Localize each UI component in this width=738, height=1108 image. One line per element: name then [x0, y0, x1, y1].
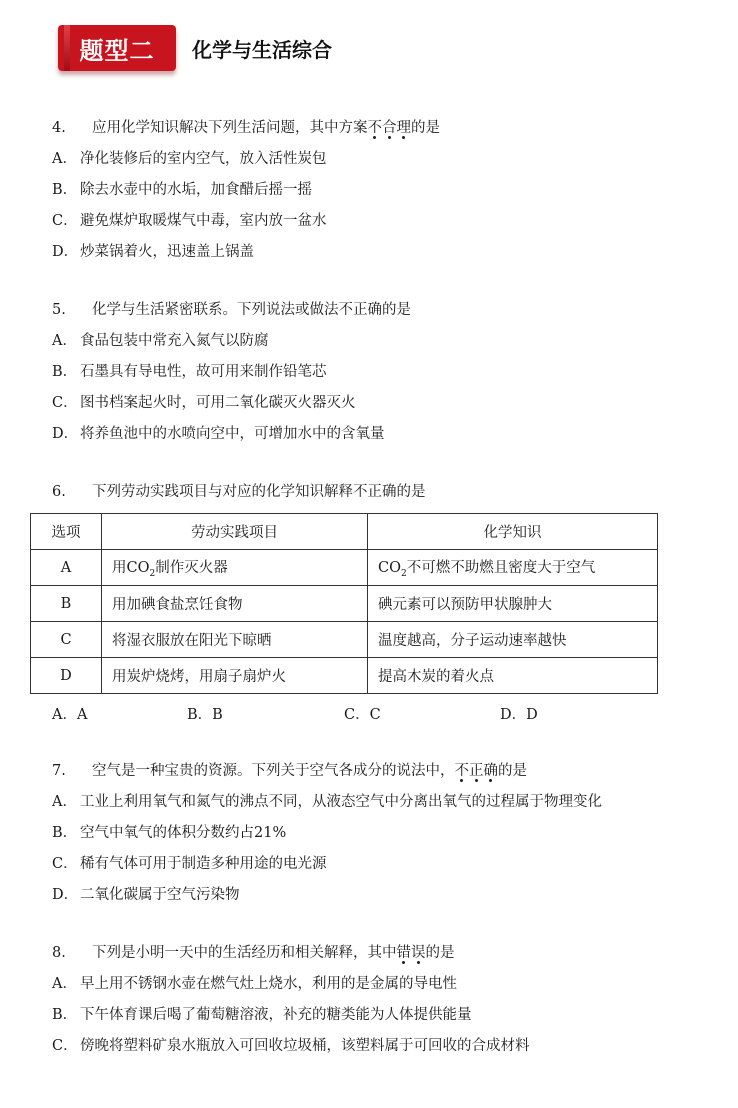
- option-letter: C．: [52, 856, 78, 872]
- option-text: 避免煤炉取暖煤气中毒，室内放一盆水: [80, 213, 327, 229]
- row-option: D: [31, 658, 102, 694]
- option-letter: A．: [52, 976, 77, 992]
- subscript: 2: [400, 568, 407, 579]
- row-knowledge: 温度越高，分子运动速率越快: [368, 622, 658, 658]
- emphasized-text: [455, 756, 499, 787]
- option-a[interactable]: [52, 969, 692, 1000]
- emphasis-char: 误: [411, 945, 426, 961]
- question-8: [52, 938, 692, 1062]
- option-c[interactable]: [52, 849, 692, 880]
- option-text: 石墨具有导电性，故可用来制作铅笔芯: [80, 364, 327, 380]
- option-d[interactable]: [52, 419, 692, 450]
- option-b[interactable]: [52, 818, 692, 849]
- project-text-end: 制作灭火器: [155, 560, 228, 577]
- answer-b[interactable]: B．B: [187, 707, 223, 723]
- option-a[interactable]: [52, 144, 692, 175]
- row-project: 将湿衣服放在阳光下晾晒: [102, 622, 368, 658]
- emphasis-char: 不: [367, 120, 382, 136]
- option-a[interactable]: [52, 326, 692, 357]
- header-project: 劳动实践项目: [102, 514, 368, 550]
- emphasis-char: 正: [469, 763, 484, 779]
- option-c[interactable]: [52, 206, 692, 237]
- option-text: 图书档案起火时，可用二氧化碳灭火器灭火: [80, 395, 356, 411]
- answer-c[interactable]: C．C: [344, 707, 381, 723]
- stem-text: 化学与生活紧密联系。下列说法或做法不正确的是: [92, 302, 411, 318]
- question-number: 7.: [52, 763, 66, 779]
- option-letter: A．: [52, 794, 77, 810]
- option-text: 稀有气体可用于制造多种用途的电光源: [80, 856, 327, 872]
- question-number: 4.: [52, 120, 66, 136]
- row-option: B: [31, 586, 102, 622]
- stem-text: 下列是小明一天中的生活经历和相关解释，其中: [92, 945, 397, 961]
- knowledge-text-end: 不可燃不助燃且密度大于空气: [406, 560, 596, 577]
- option-letter: D．: [52, 426, 79, 442]
- option-text: 食品包装中常充入氮气以防腐: [80, 333, 269, 349]
- table-row: [31, 622, 658, 658]
- option-b[interactable]: [52, 357, 692, 388]
- question-6: [52, 477, 692, 508]
- row-project: 用加碘食盐烹饪食物: [102, 586, 368, 622]
- stem-text: 下列劳动实践项目与对应的化学知识解释不正确的是: [92, 484, 426, 500]
- emphasized-text: [397, 938, 426, 969]
- option-c[interactable]: [52, 1031, 692, 1062]
- option-c[interactable]: [52, 388, 692, 419]
- table-row: [31, 586, 658, 622]
- section-header: [58, 22, 332, 74]
- option-letter: C．: [52, 213, 78, 229]
- option-letter: B．: [52, 825, 78, 841]
- question-stem: [52, 295, 692, 326]
- question-number: 8.: [52, 945, 66, 961]
- option-d[interactable]: [52, 880, 692, 911]
- row-option: A: [31, 550, 102, 586]
- row-knowledge: 碘元素可以预防甲状腺肿大: [368, 586, 658, 622]
- row-knowledge: [368, 550, 658, 586]
- question-stem: [52, 756, 692, 787]
- stem-text-end: 的是: [425, 945, 455, 961]
- q6-table: [30, 513, 658, 694]
- emphasis-char: 错: [396, 945, 411, 961]
- table-header-row: [31, 514, 658, 550]
- stem-text-end: 的是: [411, 120, 440, 136]
- stem-text-end: 的是: [498, 763, 527, 779]
- question-number: 6.: [52, 484, 66, 500]
- emphasis-char: 理: [396, 120, 411, 136]
- knowledge-text: CO: [378, 560, 401, 577]
- stem-text: 空气是一种宝贵的资源。下列关于空气各成分的说法中，: [92, 763, 455, 779]
- emphasis-char: 确: [483, 763, 498, 779]
- option-letter: B．: [52, 364, 78, 380]
- row-knowledge: 提高木炭的着火点: [368, 658, 658, 694]
- question-number: 5.: [52, 302, 66, 318]
- emphasis-char: 合: [382, 120, 397, 136]
- question-stem: [52, 938, 692, 969]
- option-text: 炒菜锅着火，迅速盖上锅盖: [80, 244, 254, 260]
- option-letter: D．: [52, 244, 79, 260]
- option-letter: A．: [52, 151, 77, 167]
- option-letter: C．: [52, 395, 78, 411]
- section-title: 化学与生活综合: [192, 37, 332, 62]
- option-text: 下午体育课后喝了葡萄糖溶液，补充的糖类能为人体提供能量: [80, 1007, 472, 1023]
- option-a[interactable]: [52, 787, 692, 818]
- option-text: 傍晚将塑料矿泉水瓶放入可回收垃圾桶，该塑料属于可回收的合成材料: [80, 1038, 530, 1054]
- section-badge: 题型二: [58, 25, 176, 71]
- option-text: 除去水壶中的水垢，加食醋后摇一摇: [80, 182, 312, 198]
- table-row: [31, 550, 658, 586]
- question-4: [52, 113, 692, 268]
- option-letter: B．: [52, 182, 78, 198]
- question-5: [52, 295, 692, 450]
- option-d[interactable]: [52, 237, 692, 268]
- option-letter: A．: [52, 333, 77, 349]
- row-option: C: [31, 622, 102, 658]
- project-text: 用CO: [112, 560, 150, 577]
- option-text: 早上用不锈钢水壶在燃气灶上烧水，利用的是金属的导电性: [80, 976, 457, 992]
- question-stem: [52, 113, 692, 144]
- option-text: 净化装修后的室内空气，放入活性炭包: [80, 151, 327, 167]
- option-text: 空气中氧气的体积分数约占21%: [80, 825, 287, 841]
- header-knowledge: 化学知识: [368, 514, 658, 550]
- answer-d[interactable]: D．D: [500, 707, 538, 723]
- option-text: 工业上利用氧气和氮气的沸点不同，从液态空气中分离出氧气的过程属于物理变化: [80, 794, 602, 810]
- option-letter: B．: [52, 1007, 78, 1023]
- stem-text: 应用化学知识解决下列生活问题，其中方案: [92, 120, 368, 136]
- subscript: 2: [149, 568, 156, 579]
- emphasis-char: 不: [454, 763, 469, 779]
- option-text: 将养鱼池中的水喷向空中，可增加水中的含氧量: [80, 426, 385, 442]
- row-project: [102, 550, 368, 586]
- header-option: 选项: [31, 514, 102, 550]
- answer-a[interactable]: A．A: [52, 707, 88, 723]
- question-stem: [52, 477, 692, 508]
- question-7: [52, 756, 692, 911]
- option-letter: D．: [52, 887, 79, 903]
- row-project: 用炭炉烧烤，用扇子扇炉火: [102, 658, 368, 694]
- table-row: [31, 658, 658, 694]
- option-b[interactable]: [52, 1000, 692, 1031]
- option-b[interactable]: [52, 175, 692, 206]
- option-text: 二氧化碳属于空气污染物: [80, 887, 240, 903]
- emphasized-text: [368, 113, 412, 144]
- q6-answer-choices: [52, 702, 612, 728]
- option-letter: C．: [52, 1038, 78, 1054]
